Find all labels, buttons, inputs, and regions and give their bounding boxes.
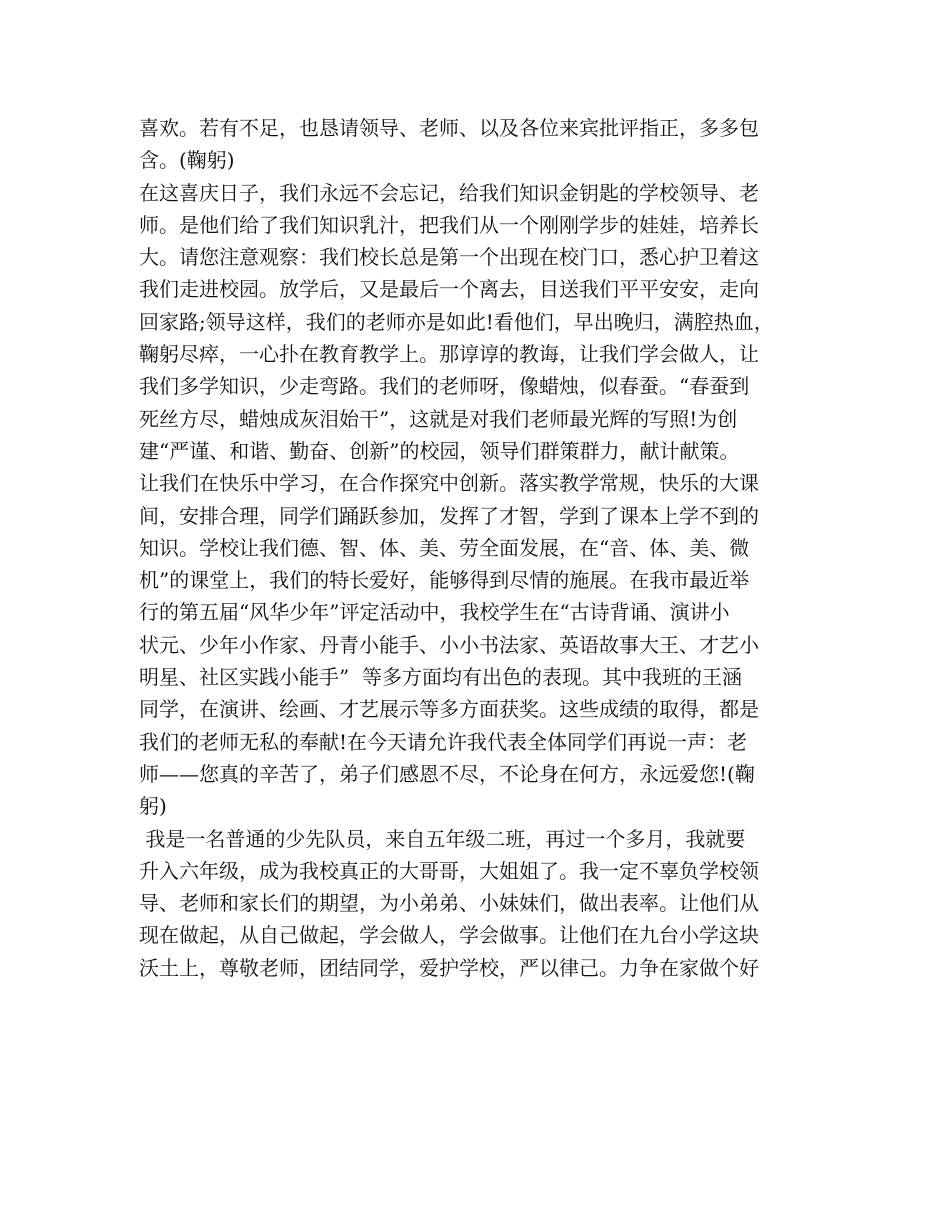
text-line: 含。(鞠躬) [139, 148, 235, 173]
text-line: 机”的课堂上，我们的特长爱好，能够得到尽情的施展。在我市最近举 [139, 568, 750, 593]
text-line: 在这喜庆日子，我们永远不会忘记，给我们知识金钥匙的学校领导、老 [139, 180, 759, 205]
text-line: 我们走进校园。放学后，又是最后一个离去，目送我们平平安安，走向 [139, 277, 759, 302]
text-line: 我们多学知识，少走弯路。我们的老师呀，像蜡烛，似春蚕。“春蚕到 [139, 374, 750, 399]
text-line: 升入六年级，成为我校真正的大哥哥，大姐姐了。我一定不辜负学校领 [139, 858, 759, 883]
text-line: 师。是他们给了我们知识乳汁，把我们从一个刚刚学步的娃娃，培养长 [139, 212, 759, 237]
text-line: 知识。学校让我们德、智、体、美、劳全面发展，在“音、体、美、微 [139, 535, 750, 560]
text-line: 状元、少年小作家、丹青小能手、小小书法家、英语故事大王、才艺小 [139, 632, 759, 657]
text-line: 鞠躬尽瘁，一心扑在教育教学上。那谆谆的教诲，让我们学会做人，让 [139, 342, 759, 367]
speech-text-body [139, 112, 839, 984]
text-line: 建“严谨、和谐、勤奋、创新”的校园，领导们群策群力，献计献策。 [139, 438, 740, 463]
text-line: 躬) [139, 794, 167, 819]
text-line: 间，安排合理，同学们踊跃参加，发挥了才智，学到了课本上学不到的 [139, 503, 759, 528]
text-line: 回家路;领导这样，我们的老师亦是如此!看他们，早出晚归，满腔热血， [139, 309, 774, 334]
text-line: 我是一名普通的少先队员，来自五年级二班，再过一个多月，我就要 [139, 826, 746, 851]
text-line: 现在做起，从自己做起，学会做人，学会做事。让他们在九台小学这块 [139, 923, 759, 948]
text-line: 师——您真的辛苦了，弟子们感恩不尽，不论身在何方，永远爱您!(鞠 [139, 761, 755, 786]
text-line: 死丝方尽，蜡烛成灰泪始干”，这就是对我们老师最光辉的写照!为创 [139, 406, 738, 431]
text-line: 行的第五届“风华少年”评定活动中，我校学生在“古诗背诵、演讲小 [139, 600, 730, 625]
text-line: 我们的老师无私的奉献!在今天请允许我代表全体同学们再说一声：老 [139, 729, 748, 754]
text-line: 喜欢。若有不足，也恳请领导、老师、以及各位来宾批评指正，多多包 [139, 116, 759, 140]
text-line: 明星、社区实践小能手” 等多方面均有出色的表现。其中我班的王涵 [139, 665, 742, 690]
text-line: 大。请您注意观察：我们校长总是第一个出现在校门口，悉心护卫着这 [139, 245, 759, 270]
text-line: 导、老师和家长们的期望，为小弟弟、小妹妹们，做出表率。让他们从 [139, 891, 759, 916]
text-line: 让我们在快乐中学习，在合作探究中创新。落实教学常规，快乐的大课 [139, 471, 759, 496]
text-line: 同学，在演讲、绘画、才艺展示等多方面获奖。这些成绩的取得，都是 [139, 697, 759, 722]
text-line: 沃土上，尊敬老师，团结同学，爱护学校，严以律己。力争在家做个好 [139, 955, 759, 980]
